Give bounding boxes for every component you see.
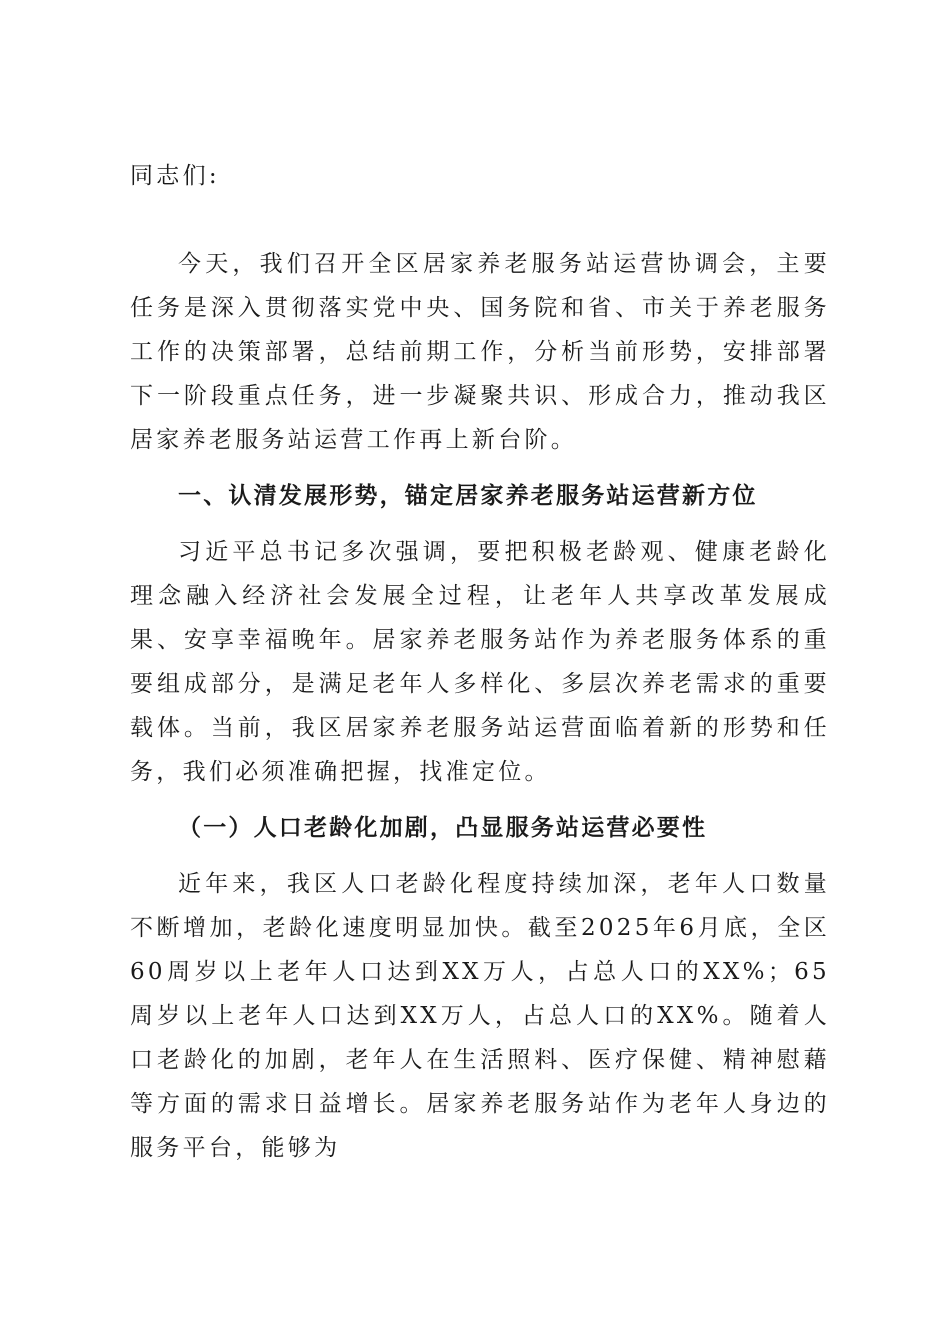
salutation: 同志们:: [130, 163, 220, 189]
section-heading-1: 一、认清发展形势，锚定居家养老服务站运营新方位: [178, 482, 758, 509]
subsection-1-paragraph: 近年来，我区人口老龄化程度持续加深，老年人口数量不断增加，老龄化速度明显加快。截至2025年6月底，全区60周岁以上老年人口达到XX万人，占总人口的XX%；65周岁以上老年人口达到XX万人，占总人口的XX%。随着人口老龄化的加剧，老年人在生活照料、医疗保健、精神慰藉等方面的需求日益增长。居家养老服务站作为老年人身边的服务平台，能够为: [130, 871, 830, 1161]
intro-paragraph: 今天，我们召开全区居家养老服务站运营协调会，主要任务是深入贯彻落实党中央、国务院和省、市关于养老服务工作的决策部署，总结前期工作，分析当前形势，安排部署下一阶段重点任务，进一步凝聚共识、形成合力，推动我区居家养老服务站运营工作再上新台阶。: [130, 251, 830, 453]
subsection-heading-1: （一）人口老龄化加剧，凸显服务站运营必要性: [178, 814, 708, 841]
section-1-paragraph: 习近平总书记多次强调，要把积极老龄观、健康老龄化理念融入经济社会发展全过程，让老年人共享改革发展成果、安享幸福晚年。居家养老服务站作为养老服务体系的重要组成部分，是满足老年人多样化、多层次养老需求的重要载体。当前，我区居家养老服务站运营面临着新的形势和任务，我们必须准确把握，找准定位。: [130, 539, 830, 785]
